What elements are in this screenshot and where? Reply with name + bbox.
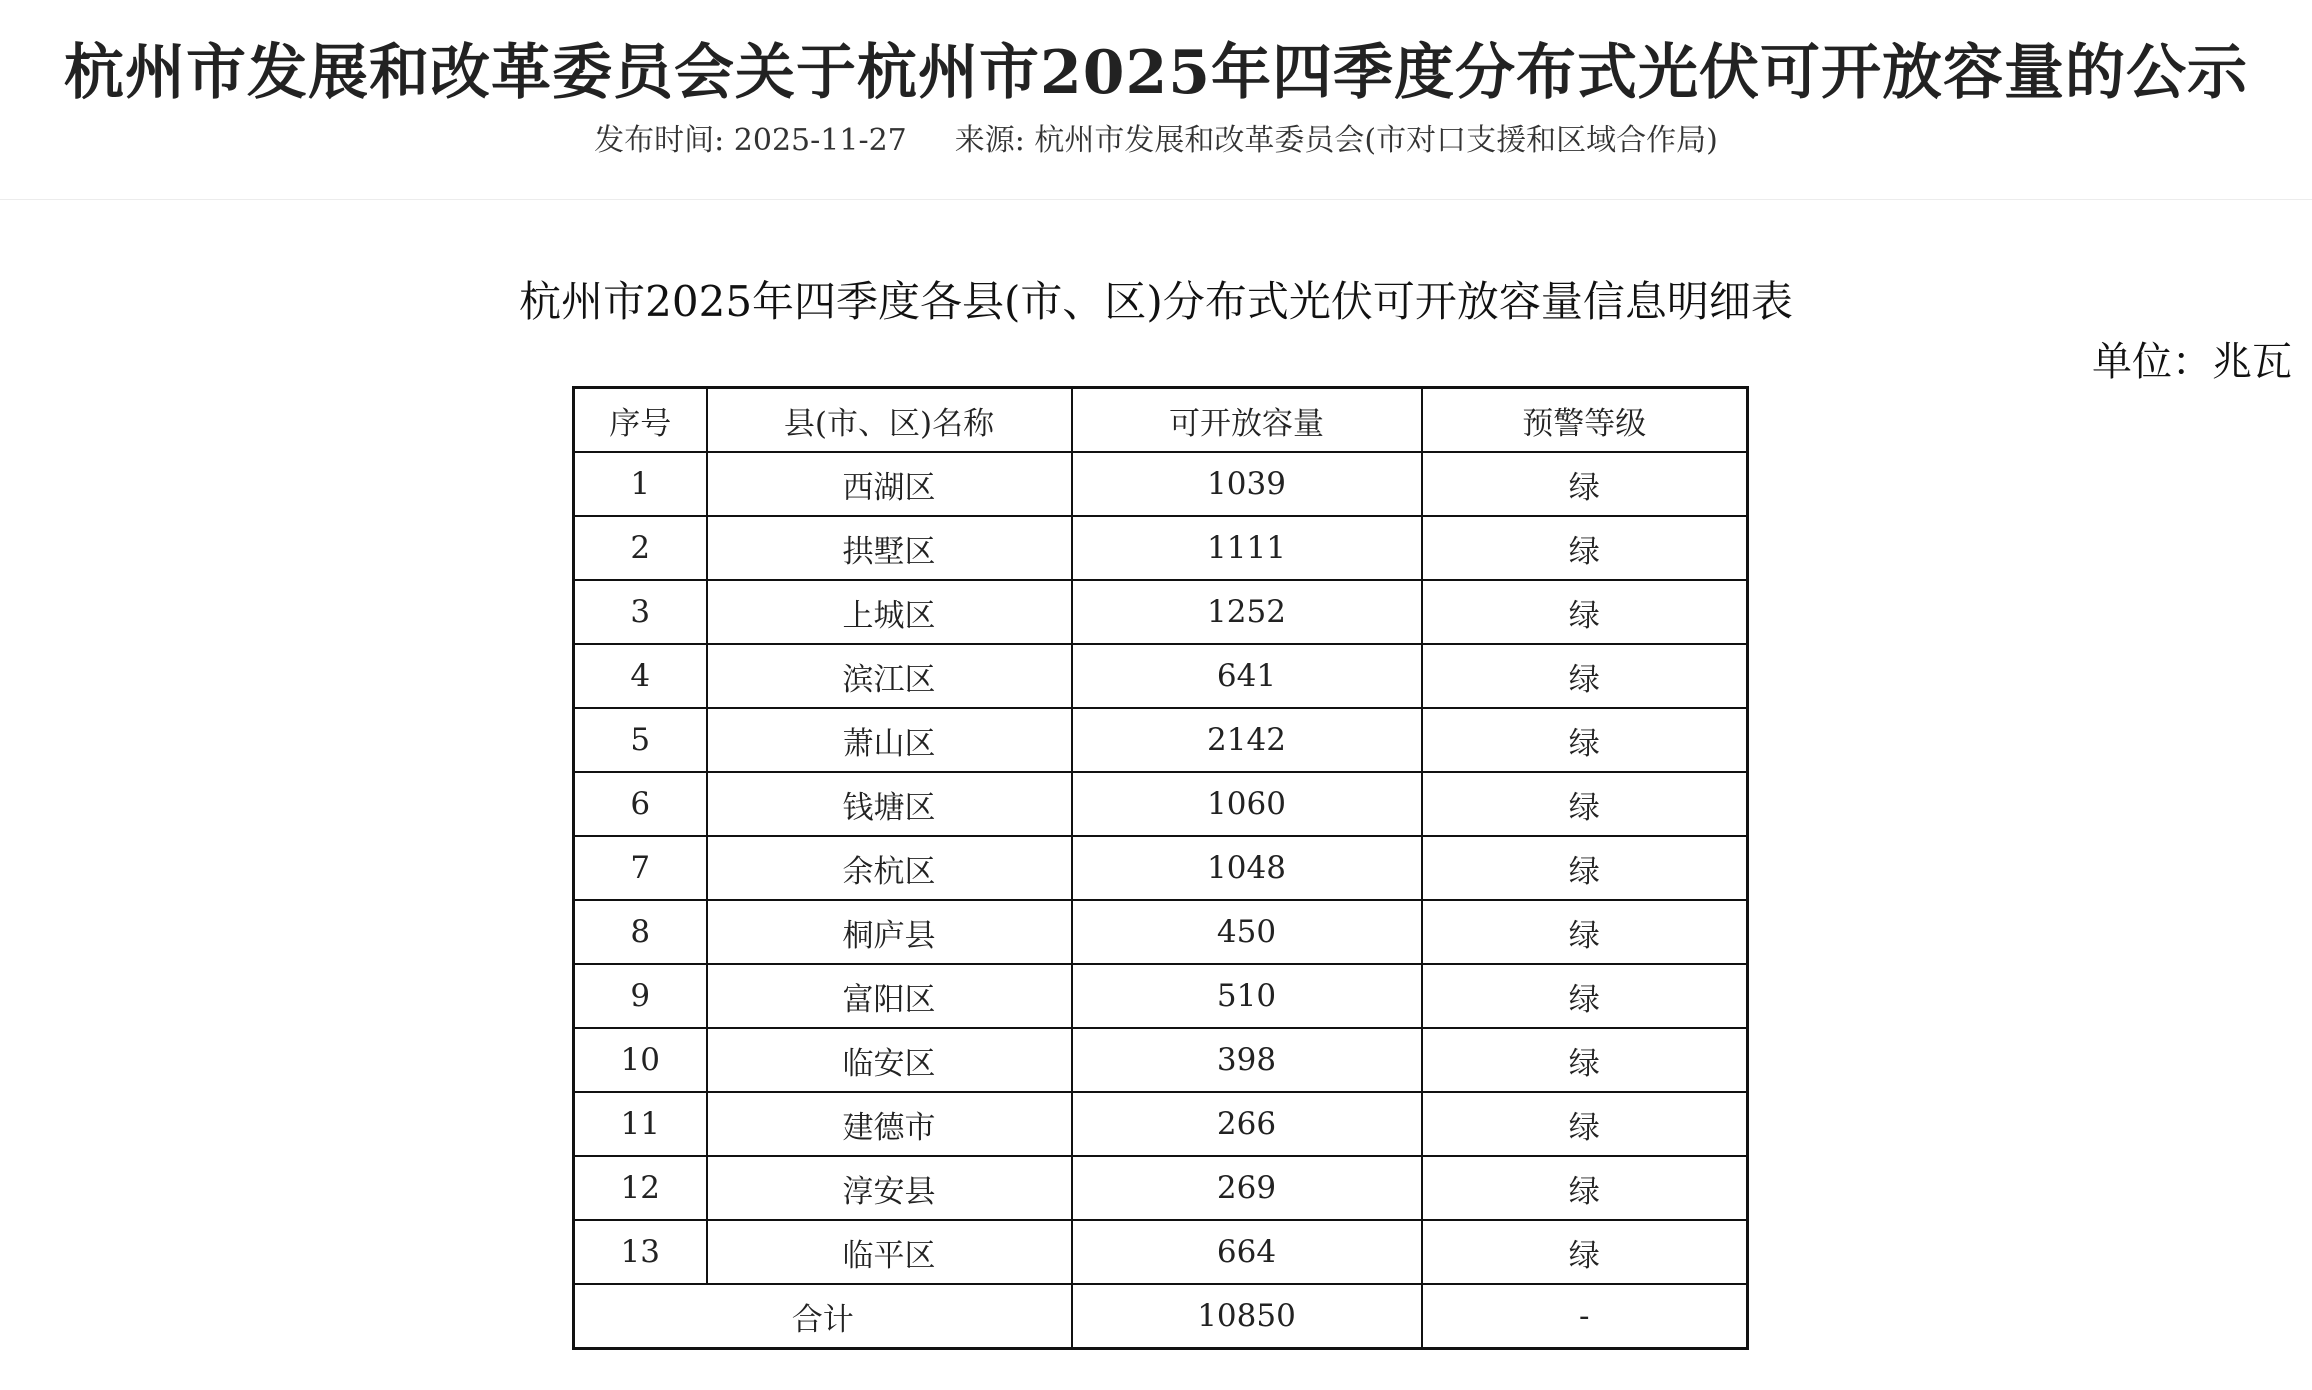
cell-district: 桐庐县	[707, 900, 1072, 964]
cell-district: 余杭区	[707, 836, 1072, 900]
cell-capacity: 510	[1072, 964, 1422, 1028]
table-row	[574, 836, 1748, 900]
cell-district: 滨江区	[707, 644, 1072, 708]
cell-district: 临平区	[707, 1220, 1072, 1284]
cell-warning-level: 绿	[1422, 1092, 1748, 1156]
table-body	[574, 452, 1748, 1284]
cell-warning-level: 绿	[1422, 772, 1748, 836]
table-row	[574, 964, 1748, 1028]
table-row	[574, 1156, 1748, 1220]
cell-serial: 13	[574, 1220, 707, 1284]
table-header-row	[574, 388, 1748, 453]
cell-warning-level: 绿	[1422, 580, 1748, 644]
cell-capacity: 1048	[1072, 836, 1422, 900]
cell-capacity: 641	[1072, 644, 1422, 708]
cell-serial: 2	[574, 516, 707, 580]
table-row	[574, 1028, 1748, 1092]
header-capacity: 可开放容量	[1072, 388, 1422, 453]
cell-warning-level: 绿	[1422, 836, 1748, 900]
cell-serial: 1	[574, 452, 707, 516]
cell-district: 建德市	[707, 1092, 1072, 1156]
table-row	[574, 452, 1748, 516]
cell-serial: 3	[574, 580, 707, 644]
cell-serial: 12	[574, 1156, 707, 1220]
table-row	[574, 772, 1748, 836]
cell-capacity: 664	[1072, 1220, 1422, 1284]
total-warning-level: -	[1422, 1284, 1748, 1349]
unit-label: 单位：兆瓦	[2092, 339, 2292, 385]
total-row	[574, 1284, 1748, 1349]
cell-capacity: 1060	[1072, 772, 1422, 836]
cell-capacity: 450	[1072, 900, 1422, 964]
cell-district: 临安区	[707, 1028, 1072, 1092]
cell-district: 上城区	[707, 580, 1072, 644]
cell-district: 钱塘区	[707, 772, 1072, 836]
article-header	[0, 0, 2312, 200]
cell-capacity: 269	[1072, 1156, 1422, 1220]
cell-serial: 4	[574, 644, 707, 708]
cell-serial: 11	[574, 1092, 707, 1156]
cell-warning-level: 绿	[1422, 964, 1748, 1028]
cell-serial: 8	[574, 900, 707, 964]
cell-district: 淳安县	[707, 1156, 1072, 1220]
cell-serial: 5	[574, 708, 707, 772]
cell-warning-level: 绿	[1422, 1220, 1748, 1284]
cell-warning-level: 绿	[1422, 900, 1748, 964]
cell-capacity: 1111	[1072, 516, 1422, 580]
cell-capacity: 266	[1072, 1092, 1422, 1156]
table-row	[574, 900, 1748, 964]
capacity-table	[572, 386, 1749, 1350]
cell-warning-level: 绿	[1422, 1028, 1748, 1092]
table-row	[574, 1220, 1748, 1284]
cell-serial: 7	[574, 836, 707, 900]
table-row	[574, 580, 1748, 644]
cell-warning-level: 绿	[1422, 452, 1748, 516]
table-row	[574, 1092, 1748, 1156]
cell-district: 萧山区	[707, 708, 1072, 772]
page-title: 杭州市发展和改革委员会关于杭州市2025年四季度分布式光伏可开放容量的公示	[64, 38, 2248, 108]
header-district: 县(市、区)名称	[707, 388, 1072, 453]
article-meta	[0, 115, 2312, 167]
header-warning-level: 预警等级	[1422, 388, 1748, 453]
table-row	[574, 644, 1748, 708]
publish-time: 发布时间: 2025-11-27	[594, 123, 907, 158]
table-row	[574, 516, 1748, 580]
cell-capacity: 1252	[1072, 580, 1422, 644]
total-capacity: 10850	[1072, 1284, 1422, 1349]
cell-warning-level: 绿	[1422, 644, 1748, 708]
table-title: 杭州市2025年四季度各县(市、区)分布式光伏可开放容量信息明细表	[519, 277, 1793, 326]
cell-capacity: 1039	[1072, 452, 1422, 516]
header-serial: 序号	[574, 388, 707, 453]
cell-district: 富阳区	[707, 964, 1072, 1028]
article-source: 来源: 杭州市发展和改革委员会(市对口支援和区域合作局)	[954, 123, 1718, 158]
cell-warning-level: 绿	[1422, 516, 1748, 580]
cell-capacity: 2142	[1072, 708, 1422, 772]
cell-warning-level: 绿	[1422, 708, 1748, 772]
cell-capacity: 398	[1072, 1028, 1422, 1092]
cell-serial: 10	[574, 1028, 707, 1092]
cell-warning-level: 绿	[1422, 1156, 1748, 1220]
total-label: 合计	[574, 1284, 1072, 1349]
cell-district: 西湖区	[707, 452, 1072, 516]
cell-serial: 9	[574, 964, 707, 1028]
cell-serial: 6	[574, 772, 707, 836]
cell-district: 拱墅区	[707, 516, 1072, 580]
table-row	[574, 708, 1748, 772]
